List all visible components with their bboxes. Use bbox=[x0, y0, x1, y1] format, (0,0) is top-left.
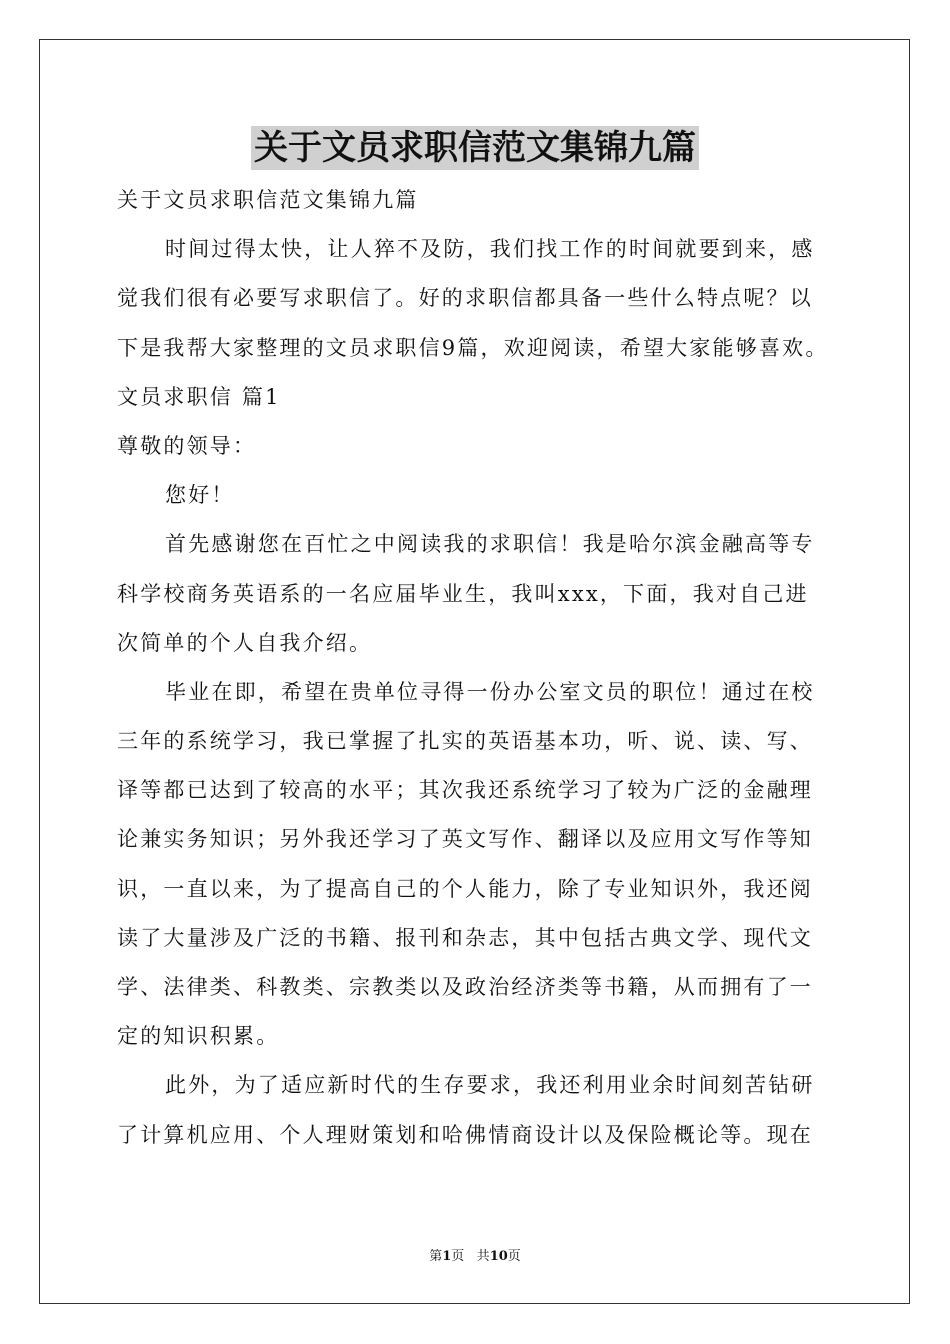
text-line: 尊敬的领导： bbox=[117, 433, 257, 458]
footer-page-number: 1 bbox=[442, 1249, 452, 1264]
text-line: 学、法律类、科教类、宗教类以及政治经济类等书籍，从而拥有了一 bbox=[117, 975, 813, 999]
text-line: 识，一直以来，为了提高自己的个人能力，除了专业知识外，我还阅 bbox=[117, 876, 813, 901]
text-line: 次简单的个人自我介绍。 bbox=[117, 630, 373, 655]
text-line: 读了大量涉及广泛的书籍、报刊和杂志，其中包括古典文学、现代文 bbox=[117, 925, 813, 950]
text-line: 您好！ bbox=[165, 483, 235, 508]
title-container bbox=[0, 126, 950, 170]
footer-page-suffix: 页 bbox=[451, 1249, 465, 1264]
text-line: 关于文员求职信范文集锦九篇 bbox=[117, 188, 419, 212]
footer-total-suffix: 页 bbox=[507, 1249, 521, 1264]
text-line: 科学校商务英语系的一名应届毕业生，我叫xxx，下面，我对自己进 bbox=[117, 581, 809, 606]
text-line: 文员求职信 篇1 bbox=[117, 384, 281, 409]
document-body bbox=[117, 176, 837, 1160]
text-line: 此外，为了适应新时代的生存要求，我还利用业余时间刻苦钻研 bbox=[165, 1073, 815, 1098]
text-line: 定的知识积累。 bbox=[117, 1024, 280, 1049]
footer-total-prefix: 共 bbox=[476, 1249, 490, 1264]
text-line: 下是我帮大家整理的文员求职信9篇，欢迎阅读，希望大家能够喜欢。 bbox=[117, 335, 829, 360]
text-line: 论兼实务知识；另外我还学习了英文写作、翻译以及应用文写作等知 bbox=[117, 827, 813, 852]
text-line: 毕业在即，希望在贵单位寻得一份办公室文员的职位！通过在校 bbox=[165, 679, 815, 704]
text-line: 译等都已达到了较高的水平；其次我还系统学习了较为广泛的金融理 bbox=[117, 778, 813, 803]
document-title: 关于文员求职信范文集锦九篇 bbox=[251, 126, 699, 170]
text-line: 了计算机应用、个人理财策划和哈佛情商设计以及保险概论等。现在 bbox=[117, 1122, 813, 1147]
text-line: 时间过得太快，让人猝不及防，我们找工作的时间就要到来，感 bbox=[165, 237, 815, 262]
text-line: 觉我们很有必要写求职信了。好的求职信都具备一些什么特点呢？以 bbox=[117, 286, 813, 311]
text-line: 首先感谢您在百忙之中阅读我的求职信！我是哈尔滨金融高等专 bbox=[165, 532, 815, 557]
text-line: 三年的系统学习，我已掌握了扎实的英语基本功，听、说、读、写、 bbox=[117, 729, 813, 754]
page-footer bbox=[0, 1248, 950, 1266]
footer-page-prefix: 第 bbox=[429, 1249, 443, 1264]
footer-total-pages: 10 bbox=[489, 1249, 508, 1264]
